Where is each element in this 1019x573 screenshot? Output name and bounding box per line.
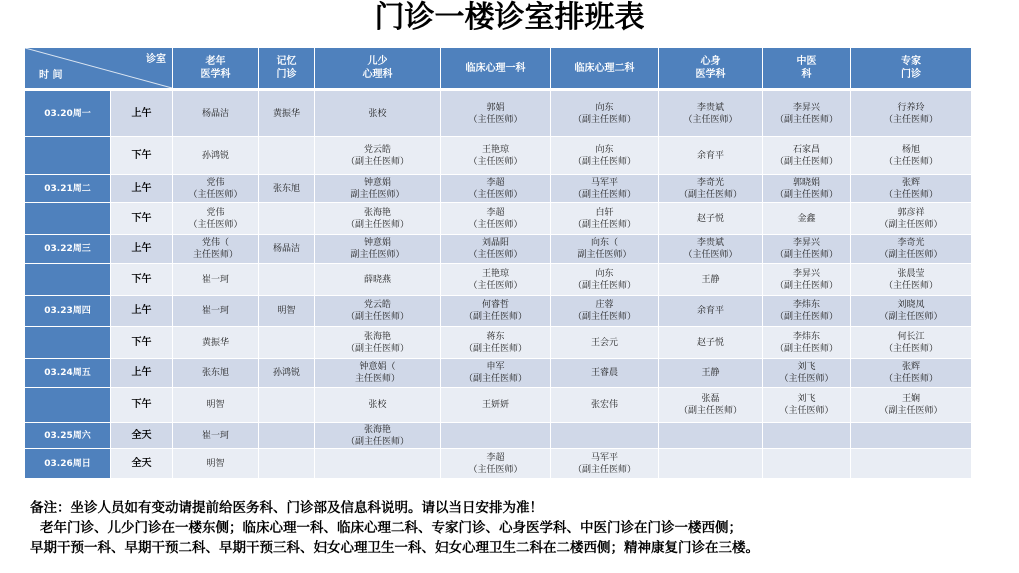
dept-header-line1: 临床心理一科 — [465, 62, 526, 74]
doctor-cell — [259, 137, 315, 175]
doctor-name: 刘晶阳 — [481, 238, 509, 248]
table-row — [25, 175, 972, 203]
doctor-name: 何长江 — [897, 331, 925, 342]
doctor-name: 郭娟 — [486, 102, 505, 113]
dept-header — [851, 48, 972, 91]
doctor-cell — [659, 296, 763, 327]
doctor-title: （副主任医师） — [463, 374, 527, 384]
doctor-cell — [441, 327, 551, 359]
date-cell: 03.24周五 — [25, 359, 111, 388]
dept-header-line1: 专家 — [901, 56, 921, 67]
doctor-name: 张辉 — [901, 362, 920, 372]
doctor-title: （主任医师） — [468, 156, 523, 167]
doctor-name: 王静 — [701, 368, 720, 378]
doctor-title: 主任医师） — [354, 374, 400, 384]
dept-header-line1: 临床心理二科 — [574, 62, 635, 74]
period-cell: 下午 — [111, 203, 173, 235]
doctor-cell — [441, 137, 551, 175]
doctor-name: 庄蓉 — [595, 300, 614, 310]
doctor-cell — [551, 449, 659, 479]
doctor-name: 白轩 — [595, 207, 614, 218]
doctor-name: 党云皓 — [363, 300, 391, 310]
doctor-cell — [173, 91, 259, 137]
doctor-cell — [659, 175, 763, 203]
doctor-cell — [763, 296, 851, 327]
doctor-cell — [259, 449, 315, 479]
dept-header-line2: 医学科 — [695, 69, 726, 80]
period-cell: 上午 — [111, 91, 173, 137]
doctor-name: 王静 — [701, 274, 720, 285]
doctor-cell — [315, 388, 441, 423]
dept-header-line2: 心理科 — [362, 69, 393, 80]
doctor-title: （主任医师） — [883, 114, 938, 125]
doctor-name: 刘飞 — [797, 362, 816, 372]
doctor-cell — [173, 359, 259, 388]
doctor-title: （主任医师） — [683, 250, 738, 260]
doctor-cell — [659, 423, 763, 449]
dept-header-line1: 记忆 — [276, 56, 297, 67]
dept-header-line2: 医学科 — [200, 69, 231, 80]
doctor-cell — [851, 327, 972, 359]
doctor-cell — [659, 235, 763, 264]
doctor-cell — [763, 449, 851, 479]
doctor-title: （副主任医师） — [345, 436, 409, 447]
dept-header — [259, 48, 315, 91]
table-row — [25, 137, 972, 175]
doctor-title: （副主任医师） — [879, 219, 943, 230]
page-title: 门诊一楼诊室排班表 — [374, 0, 645, 35]
doctor-name: 张磊 — [701, 394, 720, 404]
period-cell: 下午 — [111, 327, 173, 359]
doctor-name: 钟意娟 — [363, 177, 391, 188]
doctor-title: 副主任医师） — [577, 250, 632, 260]
doctor-name: 杨旭 — [901, 144, 920, 155]
doctor-cell — [763, 175, 851, 203]
doctor-name: 刘晓凤 — [897, 300, 925, 310]
dept-header-line2: 门诊 — [276, 69, 297, 80]
doctor-cell — [851, 137, 972, 175]
doctor-cell — [173, 296, 259, 327]
date-cell — [25, 264, 111, 296]
doctor-name: 钟意娟（ — [359, 362, 396, 372]
date-cell — [25, 137, 111, 175]
doctor-cell — [259, 175, 315, 203]
doctor-cell — [551, 264, 659, 296]
doctor-cell — [441, 388, 551, 423]
doctor-name: 明智 — [277, 306, 296, 316]
doctor-cell — [259, 203, 315, 235]
doctor-cell — [173, 449, 259, 479]
corner-room-label: 诊室 — [146, 54, 166, 65]
doctor-name: 党伟 — [206, 207, 225, 218]
doctor-title: （副主任医师） — [879, 406, 943, 416]
dept-header — [551, 48, 659, 91]
doctor-title: （主任医师） — [883, 156, 938, 167]
date-cell — [25, 203, 111, 235]
doctor-title: （副主任医师） — [774, 189, 838, 200]
doctor-cell — [259, 264, 315, 296]
doctor-cell — [551, 296, 659, 327]
period-cell: 上午 — [111, 359, 173, 388]
note-line: 早期干预一科、早期干预二科、早期干预三科、妇女心理卫生一科、妇女心理卫生二科在二楼西侧；精神康复门诊在三楼。 — [30, 540, 759, 556]
doctor-cell — [551, 423, 659, 449]
table-row — [25, 388, 972, 423]
doctor-name: 赵子悦 — [696, 213, 724, 224]
doctor-cell — [259, 327, 315, 359]
doctor-cell — [659, 388, 763, 423]
doctor-title: 主任医师） — [192, 250, 238, 260]
doctor-name: 向东 — [595, 144, 614, 155]
doctor-cell — [315, 137, 441, 175]
note-line: 老年门诊、儿少门诊在一楼东侧；临床心理一科、临床心理二科、专家门诊、心身医学科、中医门诊在门诊一楼西侧； — [40, 520, 742, 536]
doctor-title: （主任医师） — [188, 189, 243, 200]
doctor-title: （主任医师） — [883, 374, 938, 384]
doctor-cell — [173, 264, 259, 296]
doctor-title: （主任医师） — [468, 189, 523, 200]
doctor-name: 杨晶洁 — [201, 108, 229, 119]
dept-header-line1: 儿少 — [367, 56, 388, 67]
doctor-title: （副主任医师） — [572, 156, 636, 167]
doctor-title: （副主任医师） — [572, 312, 636, 322]
doctor-title: （副主任医师） — [774, 280, 838, 291]
doctor-name: 孙鸿锐 — [272, 368, 300, 378]
doctor-name: 马军平 — [590, 452, 618, 463]
doctor-name: 李贵斌 — [696, 102, 724, 113]
doctor-name: 张东旭 — [201, 368, 229, 378]
doctor-name: 张校 — [368, 400, 387, 410]
doctor-name: 向东 — [595, 102, 614, 113]
doctor-title: （副主任医师） — [572, 114, 636, 125]
doctor-cell — [659, 264, 763, 296]
doctor-title: （主任医师） — [779, 374, 834, 384]
doctor-cell — [315, 203, 441, 235]
dept-header-line2: 门诊 — [901, 69, 921, 80]
header-row — [25, 48, 972, 91]
period-cell: 全天 — [111, 423, 173, 449]
doctor-cell — [763, 359, 851, 388]
doctor-title: （副主任医师） — [774, 250, 838, 260]
table-row — [25, 327, 972, 359]
doctor-cell — [441, 203, 551, 235]
doctor-cell — [659, 137, 763, 175]
dept-header-line2: 科 — [801, 69, 812, 80]
doctor-cell — [259, 423, 315, 449]
doctor-name: 李超 — [486, 452, 505, 463]
doctor-cell — [763, 137, 851, 175]
period-cell: 下午 — [111, 137, 173, 175]
doctor-name: 张辉 — [901, 177, 920, 188]
dept-header — [659, 48, 763, 91]
doctor-cell — [851, 264, 972, 296]
doctor-cell — [851, 388, 972, 423]
date-cell — [25, 388, 111, 423]
doctor-cell — [763, 235, 851, 264]
doctor-title: （副主任医师） — [879, 250, 943, 260]
dept-header-line1: 老年 — [205, 56, 226, 67]
doctor-name: 蒋东 — [486, 331, 505, 342]
dept-header-line1: 心身 — [700, 56, 721, 67]
doctor-name: 王娴 — [901, 394, 920, 404]
doctor-cell — [851, 296, 972, 327]
doctor-cell — [551, 91, 659, 137]
doctor-cell — [315, 359, 441, 388]
doctor-name: 党伟 — [206, 177, 225, 188]
doctor-cell — [551, 137, 659, 175]
doctor-title: （主任医师） — [188, 219, 243, 230]
doctor-title: （主任医师） — [779, 406, 834, 416]
doctor-title: （主任医师） — [683, 114, 738, 125]
doctor-name: 李炜东 — [792, 331, 820, 342]
doctor-name: 张东旭 — [272, 183, 300, 194]
doctor-cell — [315, 327, 441, 359]
doctor-cell — [315, 449, 441, 479]
doctor-cell — [259, 296, 315, 327]
doctor-cell — [659, 327, 763, 359]
doctor-cell — [551, 388, 659, 423]
doctor-cell — [763, 91, 851, 137]
period-cell: 下午 — [111, 264, 173, 296]
date-cell: 03.25周六 — [25, 423, 111, 449]
doctor-cell — [441, 235, 551, 264]
doctor-title: （副主任医师） — [774, 114, 838, 125]
doctor-cell — [315, 91, 441, 137]
doctor-cell — [551, 235, 659, 264]
doctor-name: 李奇光 — [696, 177, 724, 188]
doctor-title: （副主任医师） — [879, 312, 943, 322]
doctor-cell — [173, 203, 259, 235]
doctor-name: 党云皓 — [363, 144, 391, 155]
doctor-name: 钟意娟 — [363, 238, 391, 248]
doctor-cell — [173, 423, 259, 449]
doctor-cell — [551, 175, 659, 203]
doctor-title: （副主任医师） — [463, 312, 527, 322]
doctor-name: 郭彦祥 — [897, 207, 925, 218]
doctor-cell — [259, 388, 315, 423]
doctor-title: （副主任医师） — [572, 189, 636, 200]
doctor-name: 申军 — [486, 362, 505, 372]
doctor-cell — [763, 203, 851, 235]
doctor-name: 张海艳 — [363, 331, 391, 342]
doctor-title: （主任医师） — [468, 280, 523, 291]
doctor-name: 黄振华 — [272, 108, 300, 119]
doctor-cell — [851, 175, 972, 203]
corner-header — [25, 48, 173, 91]
doctor-cell — [551, 359, 659, 388]
doctor-name: 李贵斌 — [696, 238, 724, 248]
doctor-cell — [315, 296, 441, 327]
doctor-name: 李超 — [486, 177, 505, 188]
doctor-cell — [851, 235, 972, 264]
doctor-name: 行养玲 — [897, 102, 925, 113]
doctor-cell — [259, 235, 315, 264]
doctor-title: （副主任医师） — [572, 280, 636, 291]
doctor-cell — [441, 423, 551, 449]
doctor-name: 崔一珂 — [201, 430, 229, 441]
doctor-name: 崔一珂 — [201, 306, 229, 316]
doctor-title: （主任医师） — [468, 250, 523, 260]
doctor-title: （副主任医师） — [572, 219, 636, 230]
period-cell: 上午 — [111, 235, 173, 264]
doctor-title: （副主任医师） — [345, 156, 409, 167]
doctor-name: 余育平 — [696, 306, 724, 316]
doctor-cell — [851, 359, 972, 388]
dept-header — [315, 48, 441, 91]
doctor-cell — [551, 327, 659, 359]
note-line: 备注：坐诊人员如有变动请提前给医务科、门诊部及信息科说明。请以当日安排为准！ — [30, 500, 543, 516]
doctor-cell — [441, 359, 551, 388]
doctor-cell — [851, 203, 972, 235]
table-row — [25, 91, 972, 137]
table-row — [25, 296, 972, 327]
doctor-name: 明智 — [206, 458, 225, 469]
doctor-cell — [763, 327, 851, 359]
doctor-cell — [173, 235, 259, 264]
dept-header — [441, 48, 551, 91]
dept-header — [763, 48, 851, 91]
date-cell — [25, 327, 111, 359]
date-cell: 03.23周四 — [25, 296, 111, 327]
doctor-name: 张晨莹 — [897, 268, 925, 279]
doctor-cell — [441, 175, 551, 203]
table-row — [25, 235, 972, 264]
period-cell: 全天 — [111, 449, 173, 479]
doctor-name: 向东（ — [590, 238, 618, 248]
table-row — [25, 359, 972, 388]
doctor-title: （主任医师） — [883, 343, 938, 354]
doctor-name: 余育平 — [696, 150, 724, 161]
doctor-name: 孙鸿锐 — [201, 150, 229, 161]
doctor-cell — [315, 264, 441, 296]
doctor-title: （副主任医师） — [774, 156, 838, 167]
doctor-cell — [315, 175, 441, 203]
doctor-name: 何睿哲 — [481, 300, 509, 310]
doctor-cell — [551, 203, 659, 235]
doctor-title: （主任医师） — [468, 114, 523, 125]
doctor-cell — [659, 91, 763, 137]
doctor-cell — [441, 449, 551, 479]
doctor-name: 向东 — [595, 268, 614, 279]
notes — [30, 498, 1015, 558]
doctor-cell — [851, 423, 972, 449]
doctor-title: （副主任医师） — [345, 219, 409, 230]
period-cell: 上午 — [111, 175, 173, 203]
doctor-cell — [173, 388, 259, 423]
doctor-cell — [441, 296, 551, 327]
doctor-cell — [173, 175, 259, 203]
doctor-title: 副主任医师） — [350, 250, 405, 260]
doctor-title: （副主任医师） — [572, 464, 636, 475]
date-cell: 03.20周一 — [25, 91, 111, 137]
doctor-title: （副主任医师） — [345, 312, 409, 322]
doctor-cell — [659, 449, 763, 479]
doctor-name: 王艳琼 — [481, 268, 509, 279]
doctor-name: 杨晶洁 — [272, 244, 300, 254]
doctor-cell — [851, 91, 972, 137]
doctor-name: 李昇兴 — [792, 268, 820, 279]
doctor-cell — [259, 91, 315, 137]
doctor-cell — [173, 327, 259, 359]
doctor-cell — [763, 264, 851, 296]
doctor-title: （副主任医师） — [774, 312, 838, 322]
schedule-table — [25, 48, 972, 479]
table-row — [25, 203, 972, 235]
doctor-name: 石家昌 — [792, 144, 820, 155]
doctor-name: 刘飞 — [797, 394, 816, 404]
doctor-title: （主任医师） — [468, 219, 523, 230]
period-cell: 下午 — [111, 388, 173, 423]
table-row — [25, 264, 972, 296]
doctor-cell — [441, 264, 551, 296]
doctor-cell — [315, 235, 441, 264]
doctor-cell — [763, 423, 851, 449]
doctor-name: 赵子悦 — [696, 337, 724, 348]
doctor-name: 李昇兴 — [792, 102, 820, 113]
doctor-name: 郭晓娟 — [792, 177, 820, 188]
doctor-name: 李昇兴 — [792, 238, 820, 248]
doctor-cell — [441, 91, 551, 137]
doctor-cell — [659, 359, 763, 388]
date-cell: 03.22周三 — [25, 235, 111, 264]
doctor-name: 王睿晨 — [590, 368, 618, 378]
doctor-name: 党伟（ — [201, 238, 229, 248]
doctor-name: 明智 — [206, 400, 225, 410]
doctor-title: （主任医师） — [883, 189, 938, 200]
corner-time-label: 时 间 — [39, 70, 63, 81]
doctor-title: （副主任医师） — [345, 343, 409, 354]
doctor-title: （副主任医师） — [678, 189, 742, 200]
doctor-title: 副主任医师） — [350, 189, 405, 200]
doctor-name: 马军平 — [590, 177, 618, 188]
doctor-name: 金鑫 — [797, 213, 816, 224]
table-row — [25, 449, 972, 479]
dept-header-line1: 中医 — [796, 56, 817, 67]
doctor-name: 张海艳 — [363, 207, 391, 218]
doctor-name: 张海艳 — [363, 424, 391, 435]
doctor-name: 王会元 — [590, 337, 618, 348]
date-cell: 03.26周日 — [25, 449, 111, 479]
doctor-name: 黄振华 — [201, 337, 229, 348]
table-row — [25, 423, 972, 449]
doctor-title: （副主任医师） — [678, 406, 742, 416]
doctor-name: 李奇光 — [897, 238, 925, 248]
doctor-title: （主任医师） — [468, 464, 523, 475]
doctor-name: 李炜东 — [792, 300, 820, 310]
doctor-name: 王妍妍 — [481, 400, 509, 410]
doctor-cell — [763, 388, 851, 423]
doctor-name: 张校 — [368, 108, 387, 119]
doctor-name: 李超 — [486, 207, 505, 218]
doctor-name: 王艳琼 — [481, 144, 509, 155]
doctor-cell — [659, 203, 763, 235]
doctor-title: （副主任医师） — [463, 343, 527, 354]
doctor-cell — [315, 423, 441, 449]
date-cell: 03.21周二 — [25, 175, 111, 203]
doctor-cell — [851, 449, 972, 479]
doctor-name: 张宏伟 — [590, 400, 618, 410]
dept-header — [173, 48, 259, 91]
doctor-cell — [173, 137, 259, 175]
doctor-cell — [259, 359, 315, 388]
doctor-name: 薛晓燕 — [363, 274, 391, 285]
doctor-name: 崔一珂 — [201, 274, 229, 285]
period-cell: 上午 — [111, 296, 173, 327]
doctor-title: （主任医师） — [883, 280, 938, 291]
doctor-title: （副主任医师） — [774, 343, 838, 354]
